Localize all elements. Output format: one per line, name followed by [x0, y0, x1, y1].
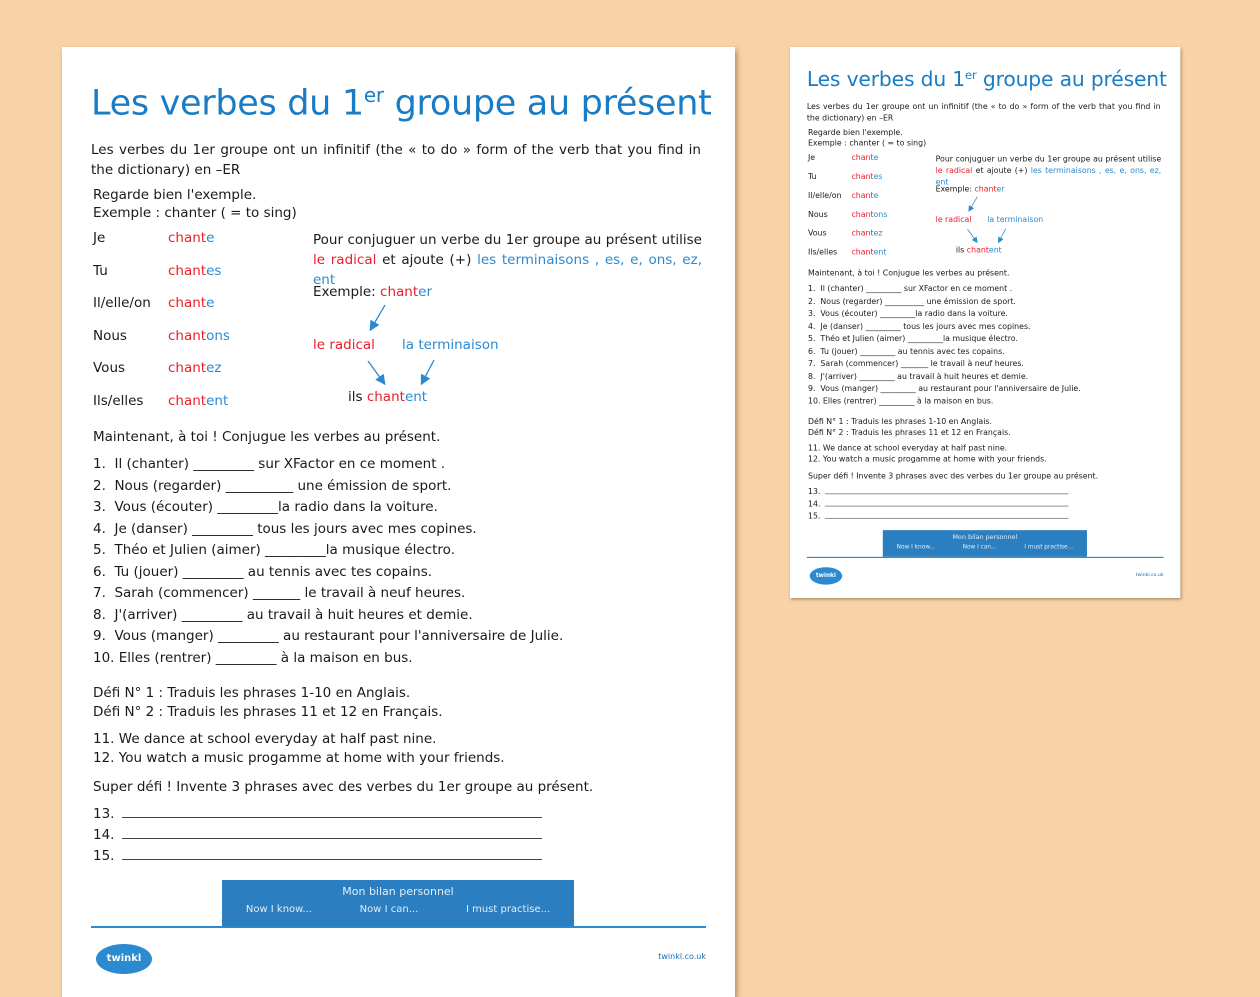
- bilan-title: Mon bilan personnel: [342, 885, 454, 898]
- bilan-col: I must practise...: [465, 904, 551, 915]
- bilan-box: [222, 880, 574, 926]
- pronoun: Tu: [93, 262, 108, 279]
- exercise-item: 10. Elles (rentrer) _________ à la maison en bus.: [93, 649, 413, 666]
- super-challenge: Super défi ! Invente 3 phrases avec des verbes du 1er groupe au présent.: [807, 471, 1099, 481]
- rule-line: Pour conjuguer un verbe du 1er groupe au présent utilise: [313, 232, 702, 248]
- exercise-item: 10. Elles (rentrer) _________ à la maison en bus.: [807, 396, 994, 406]
- stem: chant: [168, 392, 207, 409]
- exercise-item: 8. J'(arriver) _________ au travail à huit heures et demie.: [807, 371, 1029, 381]
- ending: ons: [206, 327, 230, 344]
- exercise-item: 5. Théo et Julien (aimer) _________la musique électro.: [93, 542, 455, 558]
- example-heading: Regarde bien l'exemple.: [93, 187, 257, 203]
- bilan-col: Now I know...: [896, 544, 935, 551]
- bilan-col: I must practise...: [1024, 544, 1074, 551]
- stem: chant: [851, 228, 874, 238]
- bilan-title: Mon bilan personnel: [952, 533, 1018, 541]
- footer-divider: [807, 557, 1164, 558]
- pronoun: Je: [807, 153, 816, 163]
- intro-paragraph: Les verbes du 1er groupe ont un infinitif (the « to do » form of the verb that you find in the dictionary) en –ER: [91, 142, 701, 178]
- stem: chant: [851, 209, 874, 219]
- diagram-stem: chant: [974, 184, 997, 194]
- bilan-box: [883, 530, 1087, 557]
- answer-blank[interactable]: [122, 805, 542, 818]
- stem: chant: [851, 153, 874, 163]
- rule-endings: les terminaisons , es, e, ons, ez, ent: [313, 252, 702, 288]
- stem: chant: [851, 171, 874, 182]
- diagram-result: [956, 244, 1002, 256]
- example-line: Exemple : chanter ( = to sing): [93, 205, 297, 221]
- answer-number: 15.: [807, 511, 821, 521]
- diagram-result: [348, 387, 427, 407]
- ending: es: [873, 171, 883, 182]
- exercise-item: 6. Tu (jouer) _________ au tennis avec tes copains.: [807, 346, 1005, 356]
- super-challenge: Super défi ! Invente 3 phrases avec des verbes du 1er groupe au présent.: [93, 779, 594, 795]
- exercise-item: 3. Vous (écouter) _________la radio dans la voiture.: [93, 499, 438, 515]
- title-rest: groupe au présent: [383, 83, 712, 124]
- exercise-item: 3. Vous (écouter) _________la radio dans la voiture.: [807, 309, 1008, 319]
- instruction: Maintenant, à toi ! Conjugue les verbes au présent.: [807, 268, 1010, 278]
- stem: chant: [168, 360, 207, 376]
- rule-radical: le radical: [313, 252, 377, 268]
- title-rest: groupe au présent: [976, 68, 1167, 92]
- exercise-item: 7. Sarah (commencer) _______ le travail à neuf heures.: [807, 359, 1024, 369]
- arrow-ending-to-result: [999, 229, 1006, 242]
- answer-blank[interactable]: [122, 826, 542, 839]
- answer-blank[interactable]: [825, 511, 1069, 519]
- answer-number: 13.: [93, 806, 115, 822]
- title-text: Les verbes du 1: [91, 83, 364, 124]
- arrow-radical-to-result: [967, 229, 976, 242]
- exercise-item: 9. Vous (manger) _________ au restaurant pour l'anniversaire de Julie.: [93, 628, 564, 644]
- title-sup: er: [965, 67, 977, 82]
- stem: chant: [168, 327, 207, 344]
- title-text: Les verbes du 1: [806, 68, 966, 92]
- ending: e: [206, 295, 215, 311]
- worksheet-page: [62, 47, 735, 997]
- ending: ons: [873, 209, 888, 219]
- ending: ent: [206, 392, 229, 409]
- exercise-item: 5. Théo et Julien (aimer) _________la musique électro.: [807, 334, 1018, 344]
- answer-number: 14.: [807, 499, 821, 509]
- twinkl-logo: twinkl: [96, 944, 152, 974]
- answer-number: 13.: [807, 487, 821, 497]
- answer-line[interactable]: [808, 498, 1069, 510]
- arrow-radical-to-result: [368, 361, 384, 383]
- answer-line[interactable]: [808, 510, 1069, 522]
- worksheet-page-preview: [790, 47, 1180, 598]
- ending: ez: [206, 360, 222, 376]
- answer-line[interactable]: [93, 825, 542, 845]
- stem: chant: [168, 295, 207, 311]
- arrow-to-radical: [371, 305, 385, 329]
- footer-divider: [91, 926, 706, 928]
- result-ending: ent: [404, 389, 428, 405]
- bilan-col: Now I can...: [359, 904, 419, 915]
- footer-url: twinkl.co.uk: [1135, 571, 1164, 578]
- arrow-to-radical: [969, 197, 977, 211]
- result-stem: chant: [966, 245, 989, 255]
- diagram-ending: er: [996, 184, 1005, 194]
- rule-endings: les terminaisons , es, e, ons, ez, ent: [935, 165, 1162, 187]
- rule-radical: le radical: [935, 165, 973, 176]
- pronoun: Nous: [93, 327, 127, 344]
- exercise-item: 4. Je (danser) _________ tous les jours avec mes copines.: [807, 321, 1031, 331]
- pronoun: Il/elle/on: [93, 295, 151, 311]
- pronoun: Vous: [807, 228, 827, 238]
- ending: es: [206, 262, 222, 279]
- translate-11: 11. We dance at school everyday at half past nine.: [807, 443, 1008, 453]
- rule-middle: et ajoute (+): [972, 165, 1031, 176]
- translate-11: 11. We dance at school everyday at half past nine.: [93, 731, 437, 747]
- diagram-example-label: Exemple:: [935, 184, 975, 194]
- pronoun: Tu: [807, 171, 817, 182]
- footer-url: twinkl.co.uk: [658, 952, 706, 961]
- exercise-item: 1. Il (chanter) _________ sur XFactor en ce moment .: [93, 456, 446, 472]
- bilan-col: Now I can...: [962, 544, 997, 551]
- rule-line: Pour conjuguer un verbe du 1er groupe au présent utilise: [935, 154, 1162, 164]
- radical-label: le radical: [313, 337, 375, 353]
- ending: e: [206, 230, 215, 246]
- twinkl-logo: twinkl: [810, 567, 842, 584]
- stem: chant: [168, 230, 207, 246]
- pronoun: Ils/elles: [807, 247, 838, 257]
- pronoun: Nous: [807, 209, 828, 219]
- exercise-item: 9. Vous (manger) _________ au restaurant pour l'anniversaire de Julie.: [807, 383, 1081, 394]
- answer-line[interactable]: [93, 846, 542, 866]
- ending-label: la terminaison: [987, 215, 1044, 225]
- instruction: Maintenant, à toi ! Conjugue les verbes au présent.: [93, 429, 441, 445]
- diagram-example-label: Exemple:: [313, 284, 381, 300]
- result-stem: chant: [366, 389, 405, 405]
- answer-blank[interactable]: [825, 499, 1069, 507]
- intro-paragraph: Les verbes du 1er groupe ont un infinitif (the « to do » form of the verb that you find in the dictionary) en –ER: [806, 102, 1161, 123]
- result-prefix: ils: [955, 245, 967, 255]
- example-line: Exemple : chanter ( = to sing): [807, 138, 927, 148]
- pronoun: Ils/elles: [93, 392, 144, 409]
- diagram-stem: chant: [380, 284, 419, 300]
- challenge-1: Défi N° 1 : Traduis les phrases 1-10 en Anglais.: [807, 417, 992, 427]
- title-sup: er: [363, 83, 384, 107]
- answer-blank[interactable]: [122, 847, 542, 860]
- result-ending: ent: [988, 245, 1002, 255]
- pronoun: Je: [93, 230, 106, 246]
- exercise-item: 1. Il (chanter) _________ sur XFactor en ce moment .: [807, 284, 1013, 294]
- challenge-2: Défi N° 2 : Traduis les phrases 11 et 12 en Français.: [93, 704, 443, 720]
- answer-number: 15.: [93, 848, 115, 864]
- bilan-col: Now I know...: [245, 904, 312, 915]
- translate-12: 12. You watch a music progamme at home with your friends.: [93, 750, 505, 766]
- answer-line[interactable]: [93, 804, 542, 824]
- rule-middle: et ajoute (+): [376, 252, 478, 268]
- arrow-ending-to-result: [422, 360, 434, 383]
- ending: ez: [873, 228, 883, 238]
- exercise-item: 2. Nous (regarder) __________ une émission de sport.: [807, 296, 1016, 306]
- exercise-item: 4. Je (danser) _________ tous les jours avec mes copines.: [93, 520, 477, 537]
- challenge-1: Défi N° 1 : Traduis les phrases 1-10 en Anglais.: [93, 685, 411, 701]
- diagram-ending: er: [418, 284, 432, 300]
- pronoun: Il/elle/on: [807, 190, 842, 201]
- pronoun: Vous: [93, 360, 126, 376]
- translate-12: 12. You watch a music progamme at home with your friends.: [807, 454, 1047, 465]
- stem: chant: [851, 190, 874, 201]
- ending: e: [873, 190, 879, 201]
- exercise-item: 8. J'(arriver) _________ au travail à huit heures et demie.: [93, 606, 473, 623]
- result-prefix: ils: [348, 389, 367, 405]
- exercise-item: 6. Tu (jouer) _________ au tennis avec tes copains.: [93, 563, 433, 580]
- exercise-item: 7. Sarah (commencer) _______ le travail à neuf heures.: [93, 585, 466, 601]
- challenge-2: Défi N° 2 : Traduis les phrases 11 et 12 en Français.: [807, 428, 1011, 438]
- ending: e: [873, 153, 879, 163]
- example-heading: Regarde bien l'exemple.: [807, 128, 903, 138]
- answer-number: 14.: [93, 827, 115, 843]
- answer-blank[interactable]: [825, 487, 1069, 495]
- stem: chant: [851, 247, 874, 257]
- exercise-item: 2. Nous (regarder) __________ une émission de sport.: [93, 477, 452, 494]
- answer-line[interactable]: [808, 486, 1069, 498]
- stem: chant: [168, 262, 207, 279]
- ending: ent: [873, 247, 887, 257]
- ending-label: la terminaison: [402, 337, 499, 353]
- radical-label: le radical: [935, 215, 972, 225]
